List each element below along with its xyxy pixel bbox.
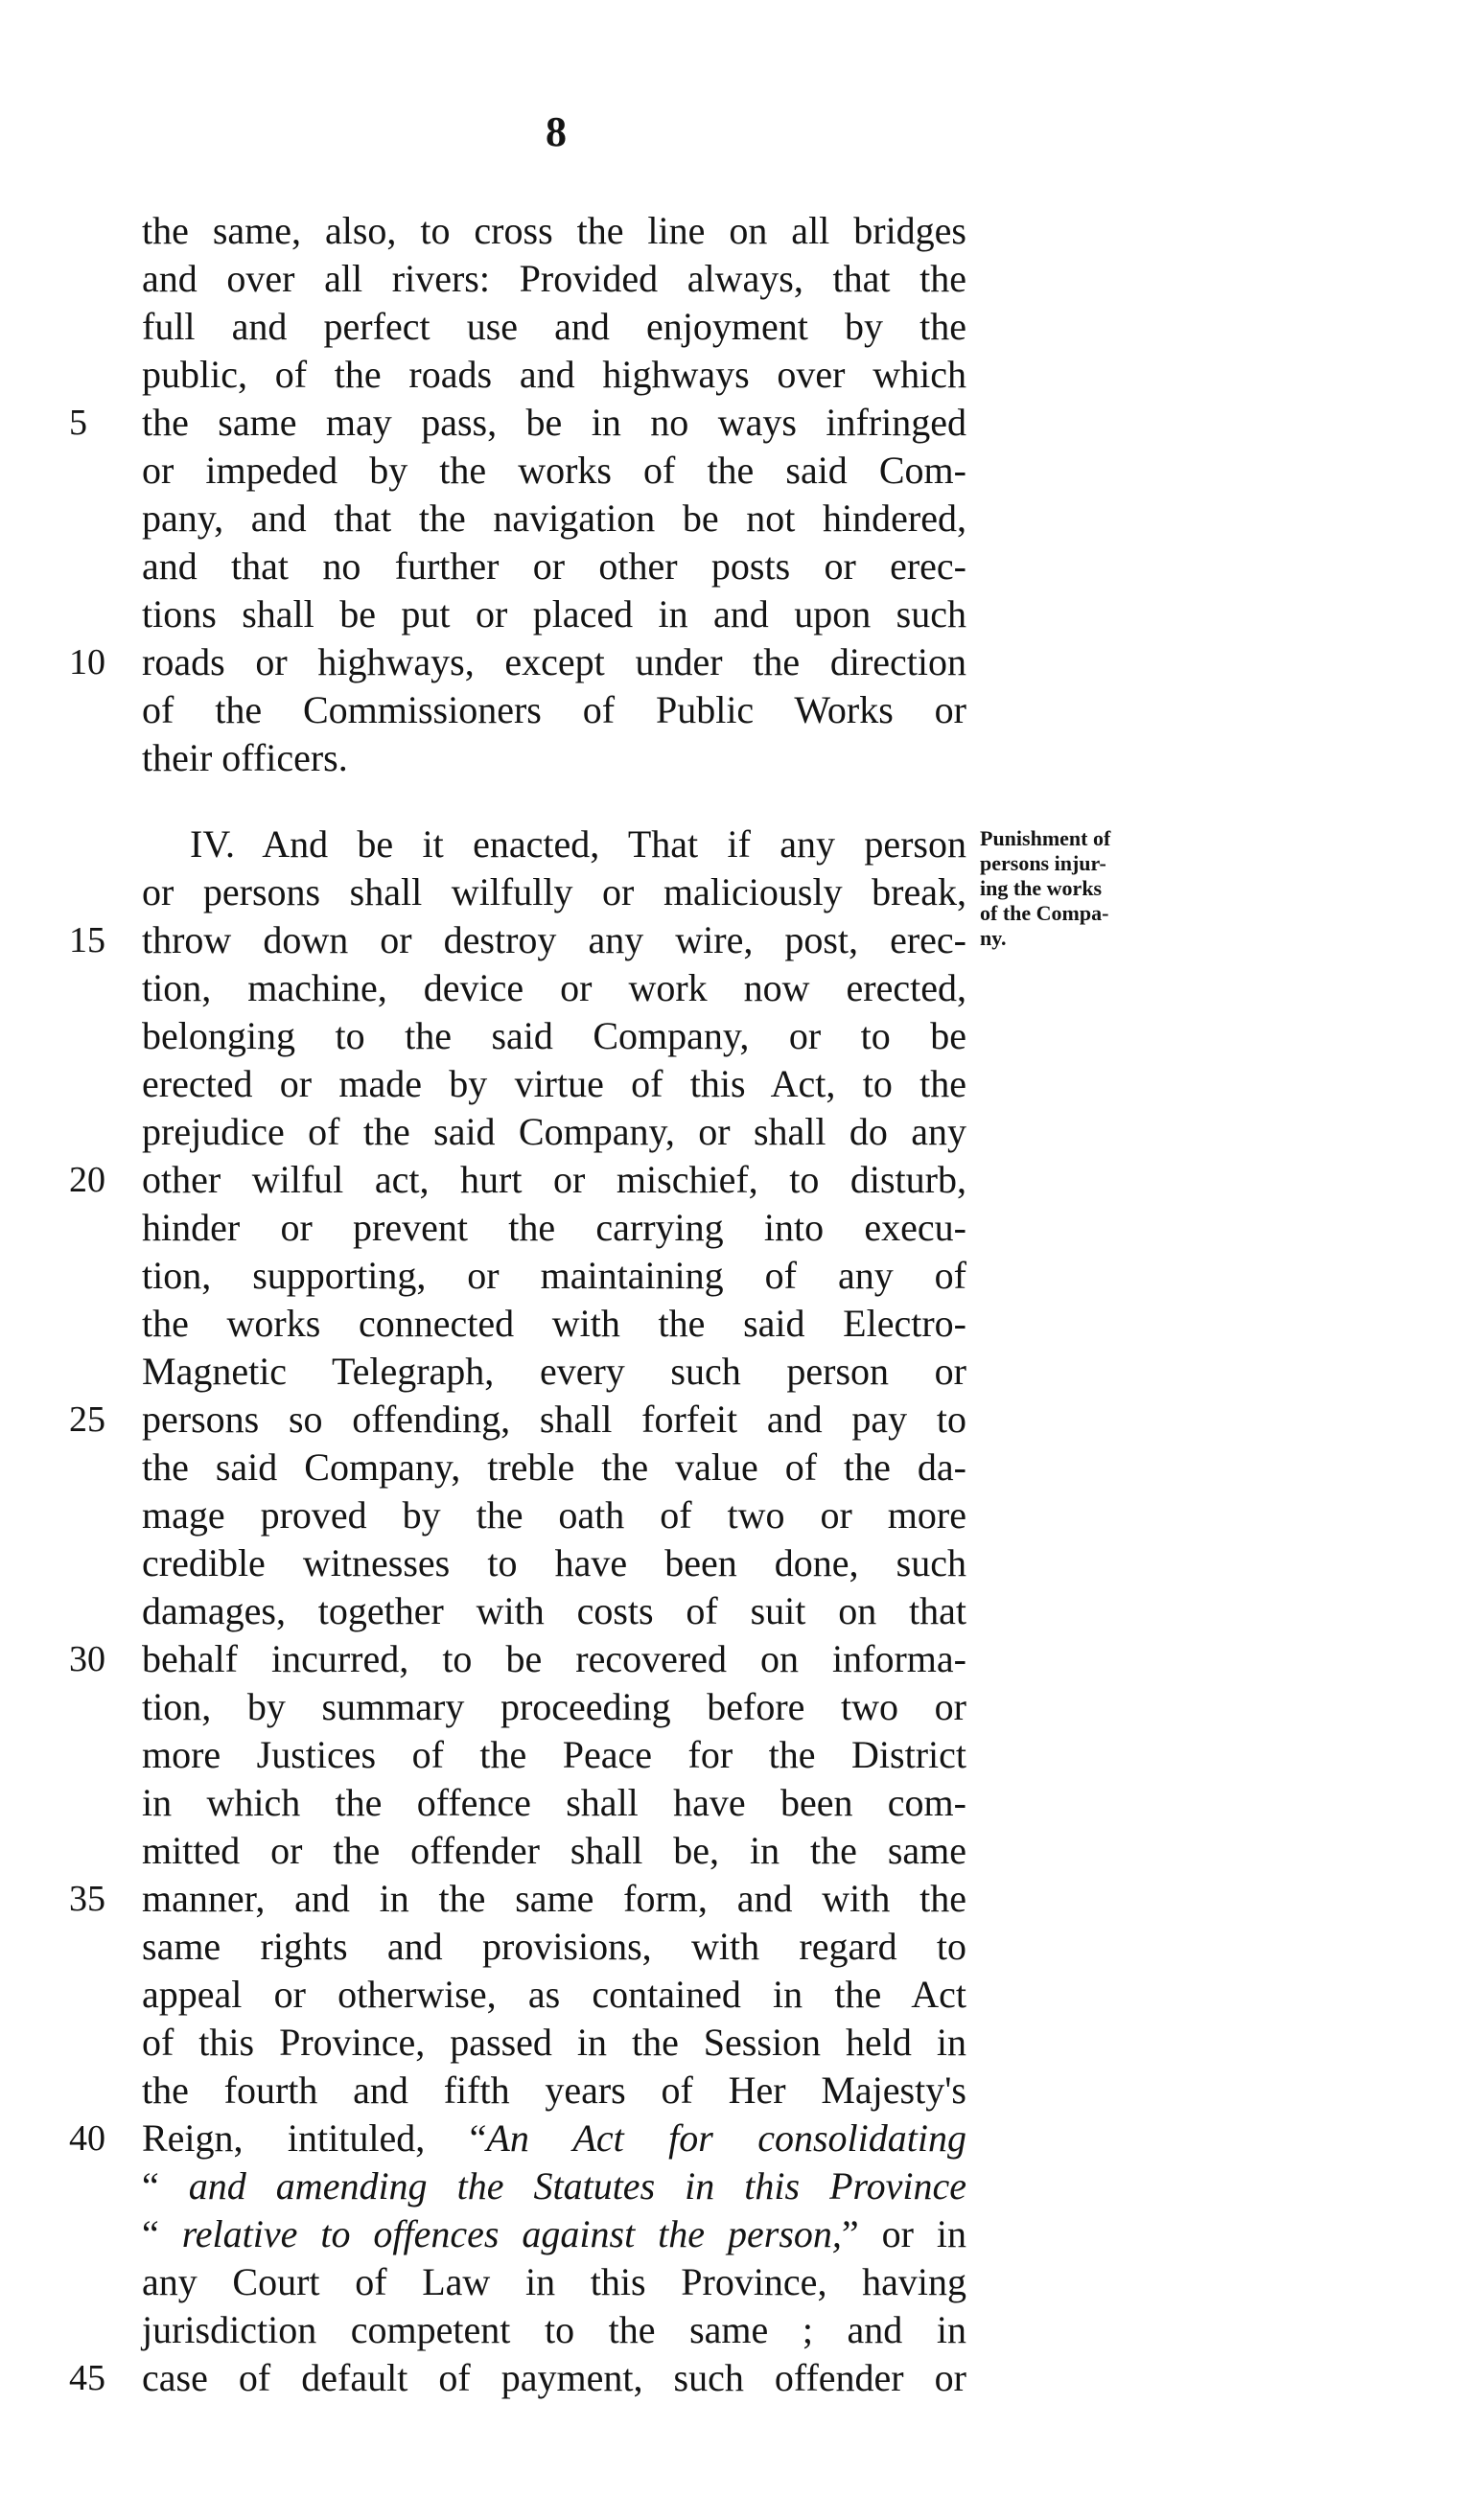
text-line: and that no further or other posts or erec-: [142, 544, 966, 588]
line-number: 10: [69, 642, 105, 682]
line-number: 5: [69, 403, 87, 443]
line-number: 25: [69, 1399, 105, 1440]
line-number: 15: [69, 920, 105, 960]
text-line: the same, also, to cross the line on all bridges: [142, 209, 966, 252]
text-line: the said Company, treble the value of the da-: [142, 1445, 966, 1489]
text-line: in which the offence shall have been com-: [142, 1781, 966, 1824]
margin-note-line: of the Compa-: [980, 901, 1109, 925]
text-line: tion, by summary proceeding before two or: [142, 1685, 966, 1728]
text-line: persons so offending, shall forfeit and pay to: [142, 1398, 966, 1441]
text-line: case of default of payment, such offender or: [142, 2356, 966, 2399]
text-line: the fourth and fifth years of Her Majesty's: [142, 2069, 966, 2112]
text-line: pany, and that the navigation be not hindered,: [142, 497, 966, 540]
text-line: tion, machine, device or work now erected,: [142, 966, 966, 1009]
text-fragment: “: [142, 2164, 189, 2208]
text-line: manner, and in the same form, and with the: [142, 1877, 966, 1920]
text-line: or impeded by the works of the said Com-: [142, 449, 966, 492]
text-line: throw down or destroy any wire, post, erec-: [142, 918, 966, 961]
text-line: other wilful act, hurt or mischief, to disturb,: [142, 1158, 966, 1201]
text-line: damages, together with costs of suit on that: [142, 1589, 966, 1632]
text-line: IV. And be it enacted, That if any person: [190, 822, 966, 866]
line-number: 35: [69, 1879, 105, 1919]
text-line: behalf incurred, to be recovered on informa-: [142, 1637, 966, 1680]
italic-title-fragment: An Act for consolidating: [486, 2116, 966, 2160]
text-line: [142, 2115, 966, 2162]
margin-note-line: persons injur-: [980, 851, 1106, 875]
text-line: erected or made by virtue of this Act, to the: [142, 1062, 966, 1105]
text-line: same rights and provisions, with regard to: [142, 1925, 966, 1968]
italic-title-fragment: and amending the Statutes in this Province: [188, 2164, 966, 2208]
text-fragment: “: [142, 2212, 182, 2255]
text-line: full and perfect use and enjoyment by the: [142, 305, 966, 348]
text-line: their officers.: [142, 736, 348, 779]
line-number: 20: [69, 1160, 105, 1200]
text-line: the same may pass, be in no ways infringed: [142, 401, 966, 444]
text-line: [142, 2162, 966, 2210]
text-line: tion, supporting, or maintaining of any of: [142, 1254, 966, 1297]
text-line: Magnetic Telegraph, every such person or: [142, 1350, 966, 1393]
text-line: the works connected with the said Electro-: [142, 1302, 966, 1345]
text-line: and over all rivers: Provided always, that the: [142, 257, 966, 300]
text-line: mage proved by the oath of two or more: [142, 1493, 966, 1537]
text-line: roads or highways, except under the direction: [142, 640, 966, 683]
margin-note-line: ing the works: [980, 876, 1103, 900]
text-line: [142, 2210, 966, 2258]
page-number: 8: [546, 108, 567, 155]
text-line: of the Commissioners of Public Works or: [142, 688, 966, 731]
text-line: jurisdiction competent to the same ; and in: [142, 2308, 966, 2351]
margin-note-line: Punishment of: [980, 826, 1111, 850]
text-fragment: Reign, intituled, “: [142, 2116, 487, 2160]
text-line: or persons shall wilfully or maliciously break,: [142, 870, 966, 913]
text-line: belonging to the said Company, or to be: [142, 1014, 966, 1057]
margin-note: [980, 826, 1172, 951]
line-number: 30: [69, 1639, 105, 1679]
text-line: of this Province, passed in the Session held in: [142, 2021, 966, 2064]
margin-note-line: ny.: [980, 926, 1007, 950]
text-line: appeal or otherwise, as contained in the Act: [142, 1973, 966, 2016]
text-line: mitted or the offender shall be, in the same: [142, 1829, 966, 1872]
text-line: hinder or prevent the carrying into execu-: [142, 1206, 966, 1249]
text-line: any Court of Law in this Province, having: [142, 2260, 966, 2303]
text-line: prejudice of the said Company, or shall do any: [142, 1110, 966, 1153]
text-line: more Justices of the Peace for the District: [142, 1733, 966, 1776]
italic-title-fragment: relative to offences against the person,: [181, 2212, 842, 2255]
text-line: public, of the roads and highways over which: [142, 353, 966, 396]
line-number: 40: [69, 2118, 105, 2159]
text-fragment: ” or in: [841, 2212, 967, 2255]
text-line: tions shall be put or placed in and upon such: [142, 592, 966, 636]
line-number: 45: [69, 2358, 105, 2398]
text-line: credible witnesses to have been done, such: [142, 1541, 966, 1584]
